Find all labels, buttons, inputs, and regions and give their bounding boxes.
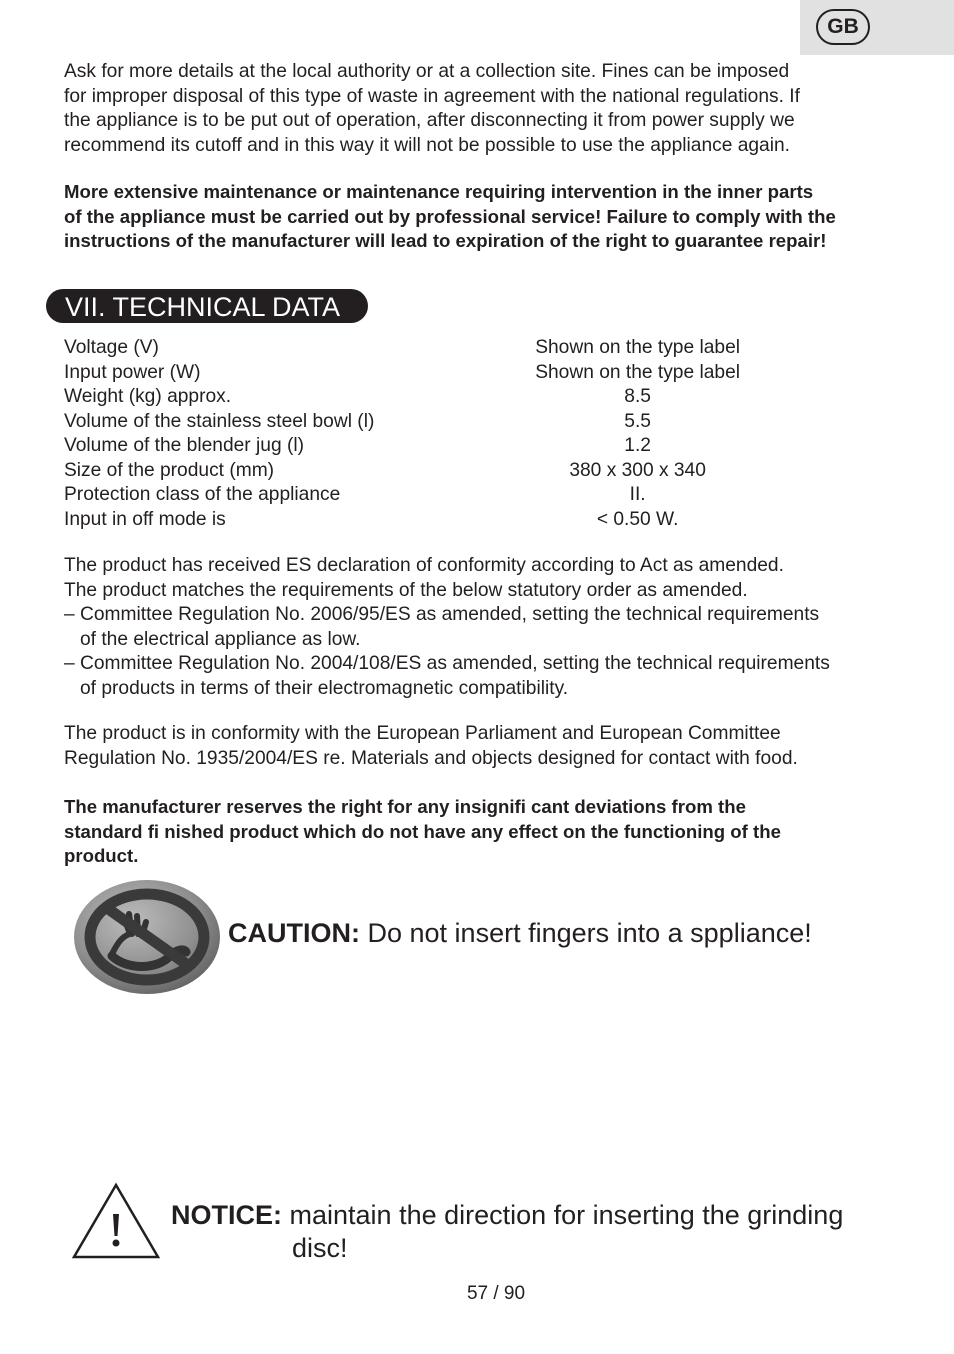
text-line: standard fi nished product which do not have any effect on the functioning of the bbox=[64, 820, 781, 842]
text-line: Regulation No. 1935/2004/ES re. Materials and objects designed for contact with food. bbox=[64, 747, 798, 769]
text-line: the appliance is to be put out of operation, after disconnecting it from power supply we bbox=[64, 110, 795, 131]
food-contact-paragraph bbox=[64, 722, 904, 771]
text-line: The product has received ES declaration of conformity according to Act as amended. bbox=[64, 555, 784, 576]
text-line: – Committee Regulation No. 2006/95/ES as amended, setting the technical requirements bbox=[64, 604, 820, 625]
text-line: The manufacturer reserves the right for any insignifi cant deviations from the bbox=[64, 796, 746, 817]
spec-label: Input in off mode is bbox=[64, 508, 226, 530]
text-line: instructions of the manufacturer will lead to expiration of the right to guarantee repair! bbox=[64, 230, 827, 251]
warning-triangle-icon bbox=[71, 1182, 161, 1260]
text-line: of products in terms of their electromagnetic compatibility. bbox=[80, 677, 569, 699]
spec-value: Shown on the type label bbox=[535, 361, 741, 383]
text-line: for improper disposal of this type of waste in agreement with the national regulations. If bbox=[64, 85, 800, 107]
notice-text-line1: maintain the direction for inserting the grinding bbox=[289, 1200, 844, 1230]
spec-label: Input power (W) bbox=[64, 361, 201, 383]
technical-data-table bbox=[64, 336, 764, 532]
text-line: recommend its cutoff and in this way it will not be possible to use the appliance again. bbox=[64, 134, 790, 156]
spec-value: 8.5 bbox=[624, 386, 651, 408]
text-line: Ask for more details at the local authority or at a collection site. Fines can be imposed bbox=[64, 61, 790, 82]
no-fingers-icon bbox=[72, 878, 222, 996]
spec-label: Volume of the blender jug (l) bbox=[64, 435, 304, 457]
table-row bbox=[64, 459, 764, 484]
spec-label: Size of the product (mm) bbox=[64, 459, 275, 481]
caution-text: Do not insert fingers into a sppliance! bbox=[367, 918, 812, 948]
table-row bbox=[64, 508, 764, 533]
section-title: VII. TECHNICAL DATA bbox=[46, 289, 368, 323]
spec-value: Shown on the type label bbox=[535, 337, 741, 359]
spec-label: Protection class of the appliance bbox=[64, 484, 341, 506]
notice-message bbox=[171, 1199, 843, 1265]
spec-value: < 0.50 W. bbox=[596, 508, 679, 530]
text-line: – Committee Regulation No. 2004/108/ES as amended, setting the technical requirements bbox=[64, 653, 830, 674]
table-row bbox=[64, 385, 764, 410]
spec-value: II. bbox=[629, 484, 646, 506]
spec-value: 5.5 bbox=[624, 410, 651, 432]
spec-value: 1.2 bbox=[624, 435, 651, 457]
text-line: More extensive maintenance or maintenance requiring intervention in the inner parts bbox=[64, 181, 814, 202]
spec-label: Weight (kg) approx. bbox=[64, 386, 232, 408]
notice-keyword: NOTICE: bbox=[171, 1200, 282, 1230]
manufacturer-note bbox=[64, 795, 904, 869]
table-row bbox=[64, 483, 764, 508]
spec-value: 380 x 300 x 340 bbox=[569, 459, 706, 481]
caution-message bbox=[228, 918, 812, 949]
table-row bbox=[64, 434, 764, 459]
text-line: of the appliance must be carried out by professional service! Failure to comply with the bbox=[64, 205, 836, 227]
spec-label: Voltage (V) bbox=[64, 337, 159, 359]
text-line: product. bbox=[64, 845, 139, 866]
spec-label: Volume of the stainless steel bowl (l) bbox=[64, 410, 375, 432]
text-line: of the electrical appliance as low. bbox=[80, 628, 361, 650]
page-number: 57 / 90 bbox=[466, 1283, 526, 1304]
language-tab bbox=[800, 0, 954, 55]
maintenance-warning bbox=[64, 180, 904, 254]
text-line: The product matches the requirements of the below statutory order as amended. bbox=[64, 579, 748, 601]
table-row bbox=[64, 336, 764, 361]
table-row bbox=[64, 410, 764, 435]
caution-keyword: CAUTION: bbox=[228, 918, 360, 948]
disposal-paragraph bbox=[64, 60, 904, 158]
conformity-paragraph bbox=[64, 554, 904, 701]
table-row bbox=[64, 361, 764, 386]
language-badge: GB bbox=[816, 9, 870, 45]
text-line: The product is in conformity with the European Parliament and European Committee bbox=[64, 723, 781, 744]
notice-text-line2: disc! bbox=[292, 1233, 348, 1263]
